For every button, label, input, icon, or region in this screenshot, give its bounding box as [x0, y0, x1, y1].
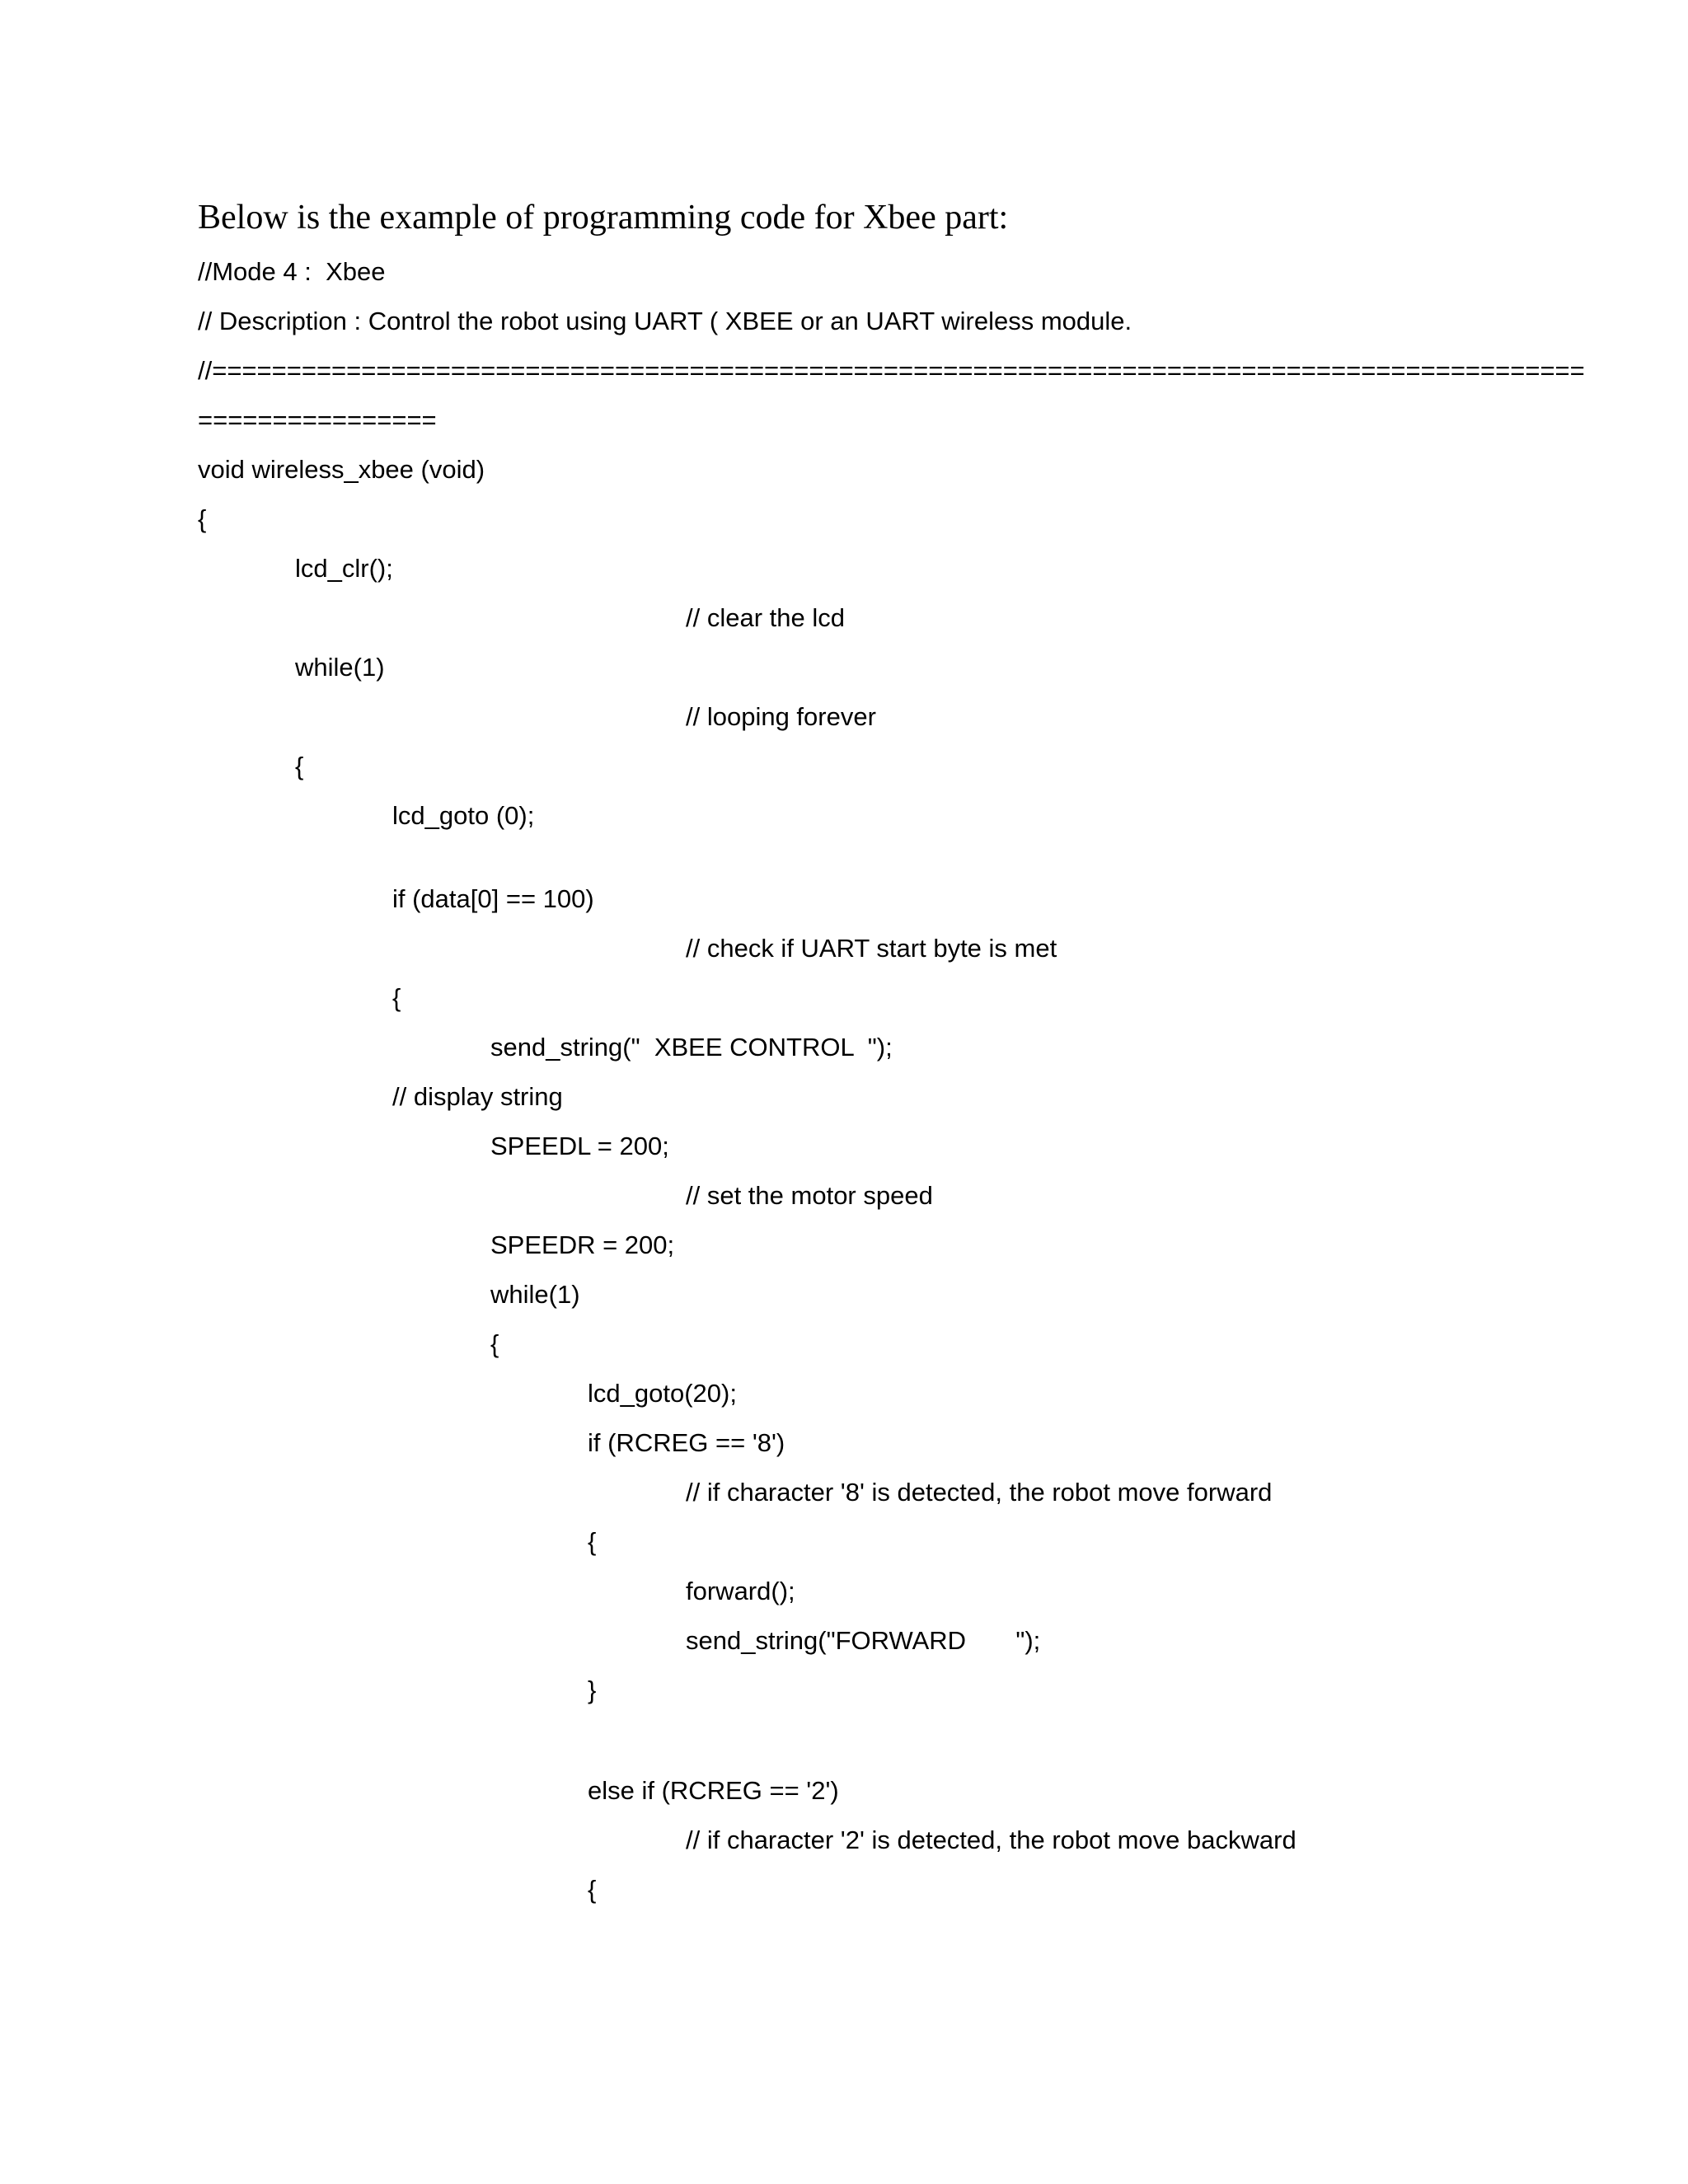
code-description-comment: // Description : Control the robot using UART ( XBEE or an UART wireless module. — [198, 307, 1132, 335]
code-brace-close: } — [588, 1675, 597, 1704]
code-lcd-goto-0: lcd_goto (0); — [392, 801, 535, 830]
code-brace-open: { — [295, 752, 304, 780]
code-brace-open: { — [490, 1329, 499, 1358]
code-separator-line-2: ================ — [198, 405, 437, 434]
code-speedl: SPEEDL = 200; — [490, 1132, 669, 1160]
code-comment-looping: // looping forever — [686, 702, 876, 731]
code-if-rcreg-8: if (RCREG == '8') — [588, 1428, 785, 1457]
code-comment-forward: // if character '8' is detected, the robot move forward — [686, 1478, 1273, 1507]
code-send-forward: send_string("FORWARD "); — [686, 1626, 1041, 1655]
code-function-signature: void wireless_xbee (void) — [198, 455, 485, 484]
code-while-outer: while(1) — [295, 653, 385, 682]
code-separator-line-1: //============================================================================================ — [198, 356, 1585, 385]
code-speedr: SPEEDR = 200; — [490, 1230, 675, 1259]
code-brace-open: { — [588, 1875, 597, 1904]
code-lcd-goto-20: lcd_goto(20); — [588, 1379, 737, 1408]
code-mode-comment: //Mode 4 : Xbee — [198, 257, 386, 286]
code-comment-set-speed: // set the motor speed — [686, 1181, 933, 1210]
code-brace-open: { — [392, 983, 401, 1012]
code-forward-call: forward(); — [686, 1577, 795, 1605]
code-brace-open: { — [198, 504, 207, 533]
code-while-inner: while(1) — [490, 1280, 580, 1309]
code-comment-display-string: // display string — [392, 1082, 563, 1111]
code-comment-clear-lcd: // clear the lcd — [686, 603, 845, 632]
intro-text: Below is the example of programming code for Xbee part: — [198, 199, 1009, 237]
code-send-xbee-control: send_string(" XBEE CONTROL "); — [490, 1033, 893, 1062]
code-else-if-rcreg-2: else if (RCREG == '2') — [588, 1776, 839, 1805]
code-lcd-clr: lcd_clr(); — [295, 554, 393, 583]
code-brace-open: { — [588, 1527, 597, 1556]
code-comment-backward: // if character '2' is detected, the robot move backward — [686, 1825, 1296, 1854]
code-comment-check-start: // check if UART start byte is met — [686, 934, 1057, 963]
code-if-data: if (data[0] == 100) — [392, 884, 594, 913]
